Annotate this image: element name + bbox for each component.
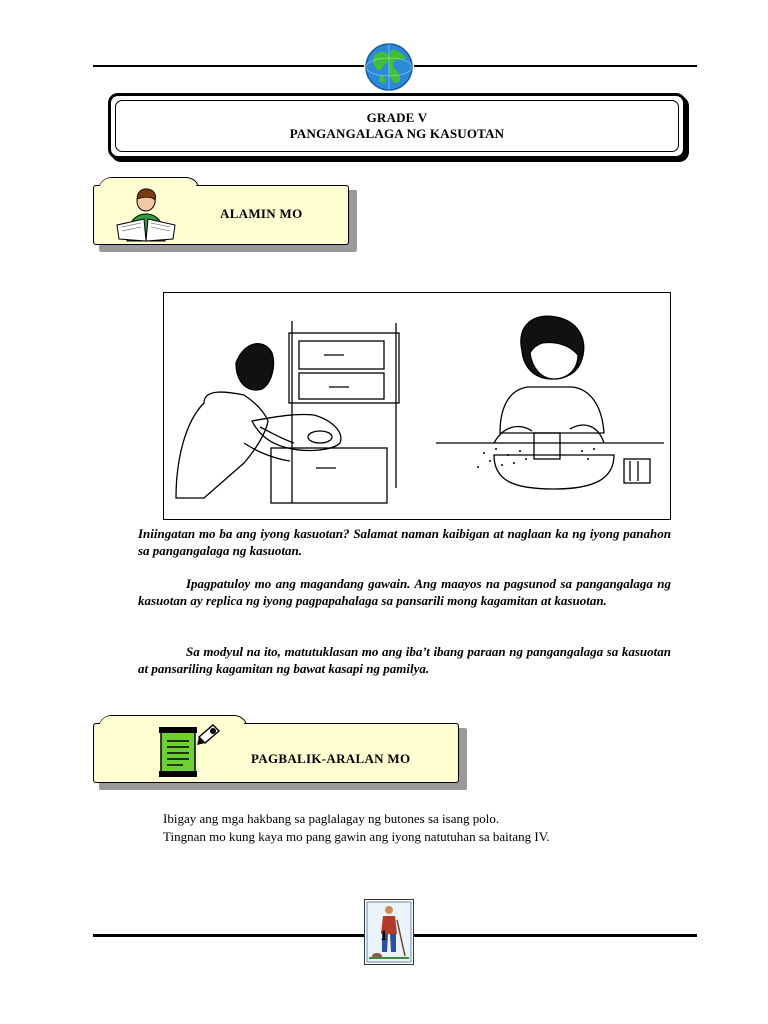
farmer-figure-icon <box>365 900 413 964</box>
page-number: 1 <box>380 928 388 944</box>
alamin-label: ALAMIN MO <box>220 206 303 221</box>
boy-storing-clothes-figure <box>176 321 399 503</box>
grade-label: GRADE V <box>366 110 428 125</box>
scroll-pencil-icon <box>155 723 221 779</box>
lesson-title: PANGANGALAGA NG KASUOTAN <box>289 126 505 141</box>
reading-person-icon <box>113 183 179 243</box>
pagbalik-aralan-label: PAGBALIK-ARALAN MO <box>251 751 411 766</box>
pagbalik-aralan-section-tab <box>93 715 469 791</box>
illustration-clothing-care <box>163 292 671 520</box>
page-number-badge <box>364 899 414 965</box>
review-line-1: Ibigay ang mga hakbang sa paglalagay ng butones sa isang polo. <box>163 811 500 826</box>
intro-paragraph: Iniingatan mo ba ang iyong kasuotan? Salamat naman kaibigan at naglaan ka ng iyong panahon sa pangangalaga ng kasuotan. <box>138 526 671 558</box>
module-paragraph: Sa modyul na ito, matutuklasan mo ang iba’t ibang paraan ng pangangalaga sa kasuotan at pansariling kagamitan ng bawat kasapi ng pamilya. <box>138 644 671 676</box>
globe-icon <box>362 40 416 94</box>
alamin-section-tab <box>93 177 359 253</box>
continue-paragraph: Ipagpatuloy mo ang magandang gawain. Ang maayos na pagsunod sa pangangalaga ng kasuotan ay replica ng iyong pagpapahalaga sa pansarili mong kagamitan at kasuotan. <box>138 576 671 608</box>
title-box <box>108 93 686 159</box>
girl-washing-clothes-figure <box>436 316 664 489</box>
review-line-2: Tingnan mo kung kaya mo pang gawin ang iyong natutuhan sa baitang IV. <box>163 829 550 844</box>
